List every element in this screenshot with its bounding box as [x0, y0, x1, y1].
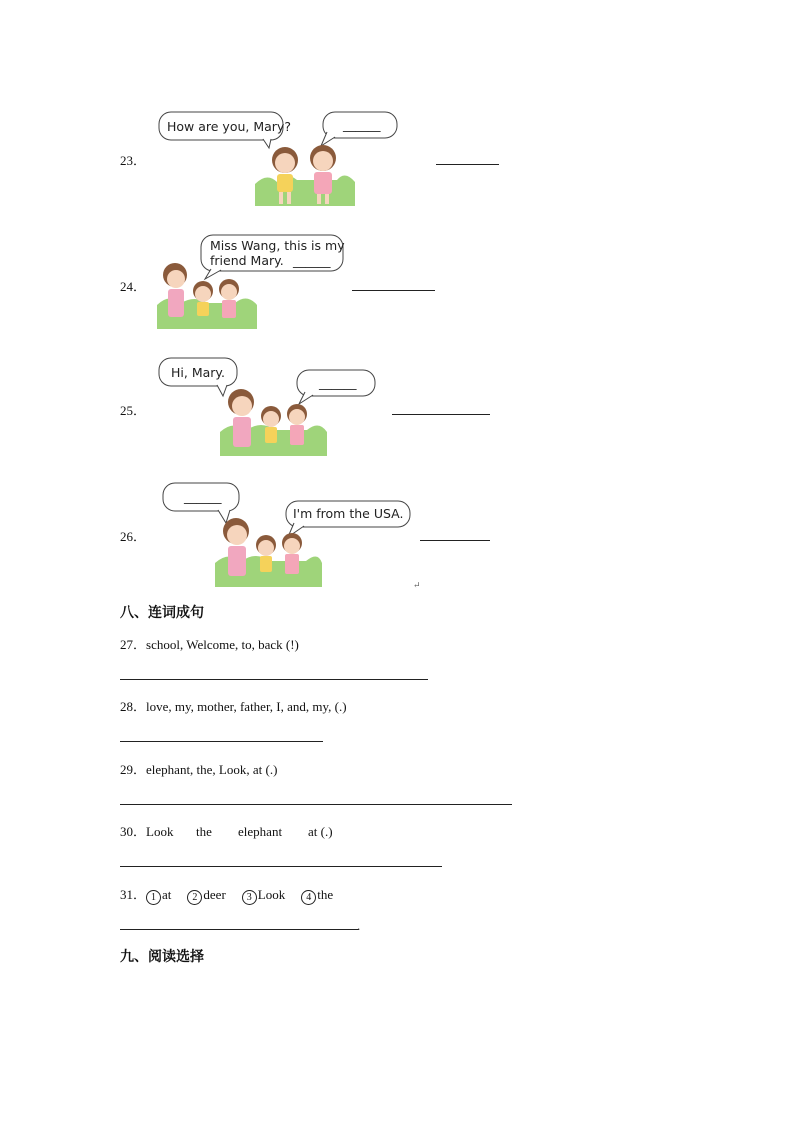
answer-line-31-period: .: [357, 918, 361, 933]
answer-line-31[interactable]: [120, 929, 358, 930]
question-30: [120, 821, 333, 840]
option-4-word: the: [317, 887, 334, 902]
bubble-q24-line2: friend Mary.: [210, 253, 284, 268]
answer-line-27[interactable]: [120, 679, 428, 680]
illustration-q24: [155, 233, 350, 333]
answer-line-28[interactable]: [120, 741, 323, 742]
illustration-q23: [155, 110, 405, 210]
circled-number-1: 1: [146, 890, 161, 905]
option-4: [301, 887, 333, 905]
stray-return-mark: ↵: [413, 580, 421, 590]
option-2: [187, 887, 225, 905]
bubble-q26-right: I'm from the USA.: [293, 506, 404, 521]
question-30-word-3: elephant: [238, 824, 283, 839]
question-number-30: 30．: [120, 824, 147, 839]
option-3: [242, 887, 285, 905]
question-28-words: love, my, mother, father, I, and, my, (.): [146, 699, 347, 714]
question-27: [120, 634, 299, 653]
question-number-28: 28．: [120, 699, 147, 714]
bubble-q24-line1: Miss Wang, this is my: [210, 238, 345, 253]
circled-number-2: 2: [187, 890, 202, 905]
answer-blank-23[interactable]: [436, 164, 499, 165]
question-29-words: elephant, the, Look, at (.): [146, 762, 278, 777]
section-9-title: 九、阅读选择: [120, 949, 204, 965]
circled-number-3: 3: [242, 890, 257, 905]
answer-blank-24[interactable]: [352, 290, 435, 291]
answer-blank-25[interactable]: [392, 414, 490, 415]
option-2-word: deer: [203, 887, 226, 902]
bubble-q23-right: ______: [343, 117, 381, 132]
question-number-27: 27．: [120, 637, 147, 652]
bubble-q25-left: Hi, Mary.: [171, 365, 225, 380]
section-8-title: 八、连词成句: [120, 605, 204, 621]
answer-line-29[interactable]: [120, 804, 512, 805]
question-number-24: 24．: [120, 279, 147, 294]
option-1-word: at: [162, 887, 172, 902]
question-28: [120, 696, 347, 715]
question-number-26: 26．: [120, 529, 147, 544]
bubble-q23-left: How are you, Mary?: [167, 119, 291, 134]
bubble-q25-right: ______: [319, 375, 357, 390]
question-30-word-4: at (.): [308, 824, 333, 839]
answer-blank-26[interactable]: [420, 540, 490, 541]
question-29: [120, 759, 277, 778]
question-number-29: 29．: [120, 762, 147, 777]
question-number-31: 31．: [120, 887, 147, 902]
option-1: [146, 887, 171, 905]
circled-number-4: 4: [301, 890, 316, 905]
question-number-23: 23．: [120, 153, 147, 168]
question-30-word-2: the: [196, 824, 212, 839]
illustration-q25: [157, 356, 382, 460]
answer-line-30[interactable]: [120, 866, 442, 867]
bubble-q24-blank: ______: [293, 253, 331, 268]
bubble-q26-left: ______: [184, 489, 222, 504]
illustration-q26: [160, 481, 415, 591]
question-31: [120, 884, 349, 905]
option-3-word: Look: [257, 887, 286, 902]
question-27-words: school, Welcome, to, back (!): [146, 637, 299, 652]
question-30-word-1: Look: [146, 824, 174, 839]
question-number-25: 25．: [120, 403, 147, 418]
